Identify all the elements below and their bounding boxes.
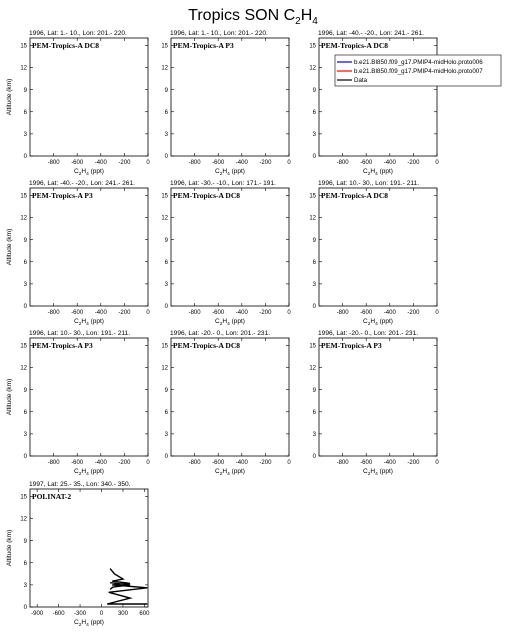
y-tick-label: 15	[161, 343, 168, 350]
x-axis-label-part: C	[215, 468, 220, 475]
x-tick-label: 0	[435, 460, 439, 466]
y-tick-label: 0	[312, 154, 316, 161]
x-axis-label-part: H	[81, 318, 87, 325]
chart-panel	[6, 481, 150, 628]
y-tick-label: 6	[312, 259, 316, 266]
y-tick-label: 12	[309, 65, 316, 72]
x-axis-label	[74, 468, 104, 477]
chart-panel	[6, 30, 150, 177]
x-axis-label-part: 4	[227, 322, 230, 327]
x-tick-label: -800	[47, 160, 60, 166]
y-tick-label: 12	[309, 215, 316, 222]
x-axis-label	[74, 318, 104, 327]
plot-frame	[171, 188, 289, 306]
x-axis-label-part: C	[215, 318, 220, 325]
panel-header: 1996, Lat: -20.- 0., Lon: 201.- 231.	[170, 330, 271, 337]
chart-panel	[161, 30, 291, 177]
x-axis-label	[74, 168, 104, 177]
y-tick-label: 15	[161, 193, 168, 200]
x-axis-label-part: (ppt)	[377, 468, 393, 475]
plot-frame	[30, 188, 148, 306]
x-tick-label: 0	[146, 310, 150, 316]
y-tick-label: 9	[164, 237, 168, 244]
x-tick-label: -400	[383, 460, 396, 466]
x-tick-label: 0	[435, 310, 439, 316]
x-axis-label-part: C	[363, 318, 368, 325]
panel-grid	[6, 30, 501, 628]
legend-label: Data	[354, 77, 368, 85]
x-axis-label-part: C	[74, 619, 79, 626]
y-tick-label: 6	[164, 109, 168, 116]
x-axis-label-part: 4	[375, 472, 378, 477]
x-axis-label-part: 4	[86, 472, 89, 477]
plot-frame	[171, 338, 289, 456]
x-axis-label-part: C	[74, 168, 79, 175]
y-tick-label: 0	[23, 605, 27, 612]
y-tick-label: 15	[309, 43, 316, 50]
y-tick-label: 9	[312, 87, 316, 94]
x-axis-label	[215, 468, 245, 477]
x-axis-label-part: (ppt)	[229, 168, 245, 175]
x-tick-label: -400	[383, 310, 396, 316]
x-axis-label-part: C	[363, 468, 368, 475]
plot-frame	[319, 188, 437, 306]
campaign-label: POLINAT-2	[32, 492, 72, 501]
y-tick-label: 0	[23, 154, 27, 161]
x-axis-label-part: 4	[86, 322, 89, 327]
chart-panel	[161, 330, 291, 477]
campaign-label: PEM-Tropics-A DC8	[173, 341, 241, 350]
y-tick-label: 9	[164, 87, 168, 94]
x-axis-label-part: 2	[219, 172, 223, 177]
x-axis-label-part: 2	[78, 472, 82, 477]
x-tick-label: -200	[407, 460, 420, 466]
x-tick-label: -200	[118, 310, 131, 316]
y-tick-label: 15	[20, 494, 27, 501]
y-tick-label: 9	[312, 387, 316, 394]
x-axis-label-part: 2	[219, 472, 223, 477]
x-axis-label	[74, 619, 104, 628]
x-axis-label-part: C	[363, 168, 368, 175]
x-axis-label-part: 2	[78, 172, 82, 177]
legend-label: b.e21.BI850.f09_g17.PMIP4-midHolo.proto006	[354, 59, 483, 67]
x-tick-label: -300	[74, 611, 87, 617]
x-axis-label-part: H	[370, 168, 376, 175]
x-axis-label-part: C	[74, 468, 79, 475]
panel-header: 1996, Lat: 1.- 10., Lon: 201.- 220.	[29, 30, 127, 37]
x-tick-label: -600	[212, 160, 225, 166]
y-tick-label: 3	[312, 282, 316, 289]
campaign-label: PEM-Tropics-A P3	[321, 341, 382, 350]
x-axis-label	[215, 318, 245, 327]
y-tick-label: 9	[23, 237, 27, 244]
x-tick-label: 0	[287, 310, 291, 316]
plot-frame	[30, 38, 148, 156]
campaign-label: PEM-Tropics-A DC8	[321, 191, 389, 200]
y-axis-label: Altitude (km)	[6, 228, 13, 266]
x-tick-label: -400	[94, 460, 107, 466]
y-tick-label: 0	[312, 454, 316, 461]
x-axis-label-part: 2	[367, 322, 371, 327]
x-axis-label-part: (ppt)	[88, 619, 104, 626]
y-tick-label: 15	[20, 193, 27, 200]
x-axis-label-part: 4	[227, 472, 230, 477]
x-tick-label: -600	[52, 611, 65, 617]
x-tick-label: -400	[94, 310, 107, 316]
x-axis-label-part: H	[81, 168, 87, 175]
x-axis-label	[363, 468, 393, 477]
x-tick-label: -400	[383, 160, 396, 166]
y-tick-label: 15	[309, 193, 316, 200]
x-tick-label: -800	[188, 310, 201, 316]
x-axis-label-part: (ppt)	[229, 318, 245, 325]
x-axis-label-part: H	[222, 468, 228, 475]
x-tick-label: 0	[146, 460, 150, 466]
x-tick-label: -600	[360, 160, 373, 166]
x-tick-label: -200	[259, 460, 272, 466]
x-tick-label: -200	[259, 310, 272, 316]
panel-header: 1997, Lat: 25.- 35., Lon: 340.- 350.	[29, 481, 131, 488]
y-tick-label: 3	[23, 432, 27, 439]
x-axis-label	[363, 318, 393, 327]
y-tick-label: 12	[161, 65, 168, 72]
x-axis-label-part: 4	[86, 172, 89, 177]
x-tick-label: -400	[94, 160, 107, 166]
x-axis-label-part: (ppt)	[377, 318, 393, 325]
x-axis-label-part: C	[74, 318, 79, 325]
plot-frame	[30, 338, 148, 456]
campaign-label: PEM-Tropics-A P3	[32, 191, 93, 200]
x-tick-label: -200	[407, 310, 420, 316]
y-tick-label: 12	[20, 65, 27, 72]
y-axis-label: Altitude (km)	[6, 378, 13, 416]
x-tick-label: -600	[212, 460, 225, 466]
x-tick-label: 0	[287, 160, 291, 166]
y-tick-label: 9	[312, 237, 316, 244]
y-tick-label: 6	[23, 109, 27, 116]
y-tick-label: 15	[161, 43, 168, 50]
x-tick-label: -800	[188, 460, 201, 466]
y-tick-label: 3	[164, 432, 168, 439]
y-tick-label: 9	[164, 387, 168, 394]
campaign-label: PEM-Tropics-A P3	[173, 41, 234, 50]
x-axis-label-part: H	[370, 318, 376, 325]
x-axis-label-part: (ppt)	[229, 468, 245, 475]
y-tick-label: 3	[164, 282, 168, 289]
chart-panel	[161, 180, 291, 327]
x-tick-label: -800	[336, 460, 349, 466]
x-axis-label-part: 4	[375, 172, 378, 177]
x-axis-label-part: H	[222, 318, 228, 325]
y-tick-label: 6	[23, 409, 27, 416]
x-axis-label-part: (ppt)	[377, 168, 393, 175]
y-tick-label: 0	[23, 304, 27, 311]
panel-header: 1996, Lat: -30.- -10., Lon: 171.- 191.	[170, 180, 276, 187]
panel-header: 1996, Lat: 10.- 30., Lon: 191.- 211.	[29, 330, 131, 337]
x-tick-label: -200	[118, 160, 131, 166]
y-tick-label: 6	[164, 409, 168, 416]
x-tick-label: 0	[435, 160, 439, 166]
y-axis-label: Altitude (km)	[6, 529, 13, 567]
y-tick-label: 12	[20, 516, 27, 523]
x-tick-label: -800	[336, 310, 349, 316]
y-tick-label: 3	[312, 432, 316, 439]
x-axis-label	[215, 168, 245, 177]
x-axis-label-part: (ppt)	[88, 318, 104, 325]
y-tick-label: 3	[164, 132, 168, 139]
chart-panel	[6, 330, 150, 477]
panel-header: 1996, Lat: 1.- 10., Lon: 201.- 220.	[170, 30, 268, 37]
x-tick-label: -900	[31, 611, 44, 617]
y-tick-label: 15	[309, 343, 316, 350]
x-tick-label: 0	[287, 460, 291, 466]
y-tick-label: 12	[161, 215, 168, 222]
y-tick-label: 3	[23, 583, 27, 590]
x-tick-label: 300	[117, 611, 128, 617]
x-axis-label-part: 2	[78, 322, 82, 327]
x-axis-label-part: C	[215, 168, 220, 175]
x-tick-label: -800	[47, 460, 60, 466]
x-tick-label: -400	[235, 310, 248, 316]
y-tick-label: 3	[312, 132, 316, 139]
legend	[335, 55, 501, 86]
x-axis-label-part: 4	[227, 172, 230, 177]
plot-frame	[319, 338, 437, 456]
x-tick-label: 0	[146, 160, 150, 166]
x-tick-label: -800	[336, 160, 349, 166]
x-tick-label: 0	[99, 611, 104, 617]
x-tick-label: -200	[407, 160, 420, 166]
x-tick-label: -600	[360, 310, 373, 316]
y-axis-label: Altitude (km)	[6, 78, 13, 116]
x-axis-label-part: 2	[367, 172, 371, 177]
y-tick-label: 3	[23, 282, 27, 289]
x-axis-label-part: 4	[375, 322, 378, 327]
panel-header: 1996, Lat: -40.- -20., Lon: 241.- 261.	[318, 30, 424, 37]
x-tick-label: -600	[360, 460, 373, 466]
campaign-label: PEM-Tropics-A DC8	[173, 191, 241, 200]
x-tick-label: -200	[259, 160, 272, 166]
y-tick-label: 12	[161, 365, 168, 372]
chart-panel	[309, 30, 501, 177]
y-tick-label: 0	[23, 454, 27, 461]
y-tick-label: 6	[312, 409, 316, 416]
campaign-label: PEM-Tropics-A P3	[32, 341, 93, 350]
data-series-line	[107, 569, 147, 604]
x-axis-label-part: H	[222, 168, 228, 175]
x-axis-label-part: 2	[219, 322, 223, 327]
x-axis-label-part: 4	[86, 623, 89, 628]
y-tick-label: 0	[164, 304, 168, 311]
y-tick-label: 12	[309, 365, 316, 372]
chart-panel	[309, 330, 439, 477]
x-axis-label-part: H	[370, 468, 376, 475]
campaign-label: PEM-Tropics-A DC8	[32, 41, 100, 50]
x-tick-label: 600	[139, 611, 150, 617]
x-axis-label-part: H	[81, 619, 87, 626]
panel-header: 1996, Lat: -40.- -20., Lon: 241.- 261.	[29, 180, 135, 187]
panel-header: 1996, Lat: -20.- 0., Lon: 201.- 231.	[318, 330, 419, 337]
y-tick-label: 9	[23, 87, 27, 94]
figure-title: Tropics SON $C_2H_4$	[188, 7, 318, 27]
y-tick-label: 6	[23, 560, 27, 567]
y-tick-label: 12	[20, 215, 27, 222]
y-tick-label: 9	[23, 538, 27, 545]
x-axis-label	[363, 168, 393, 177]
y-tick-label: 0	[164, 454, 168, 461]
plot-frame	[171, 38, 289, 156]
x-axis-label-part: 2	[367, 472, 371, 477]
x-tick-label: -800	[47, 310, 60, 316]
x-tick-label: -600	[71, 160, 84, 166]
panel-header: 1996, Lat: 10.- 30., Lon: 191.- 211.	[318, 180, 420, 187]
y-tick-label: 6	[164, 259, 168, 266]
y-tick-label: 6	[312, 109, 316, 116]
y-tick-label: 15	[20, 43, 27, 50]
x-tick-label: -800	[188, 160, 201, 166]
x-tick-label: -400	[235, 160, 248, 166]
x-tick-label: -600	[71, 310, 84, 316]
x-tick-label: -400	[235, 460, 248, 466]
y-tick-label: 0	[312, 304, 316, 311]
campaign-label: PEM-Tropics-A DC8	[321, 41, 389, 50]
y-tick-label: 0	[164, 154, 168, 161]
y-tick-label: 3	[23, 132, 27, 139]
chart-panel	[309, 180, 439, 327]
y-tick-label: 15	[20, 343, 27, 350]
x-axis-label-part: (ppt)	[88, 468, 104, 475]
legend-label: b.e21.BI850.f09_g17.PMIP4-midHolo.proto007	[354, 68, 483, 76]
x-axis-label-part: H	[81, 468, 87, 475]
y-tick-label: 12	[20, 365, 27, 372]
x-axis-label-part: (ppt)	[88, 168, 104, 175]
x-tick-label: -200	[118, 460, 131, 466]
x-tick-label: -600	[71, 460, 84, 466]
x-tick-label: -600	[212, 310, 225, 316]
y-tick-label: 9	[23, 387, 27, 394]
y-tick-label: 6	[23, 259, 27, 266]
chart-panel	[6, 180, 150, 327]
x-axis-label-part: 2	[78, 623, 82, 628]
